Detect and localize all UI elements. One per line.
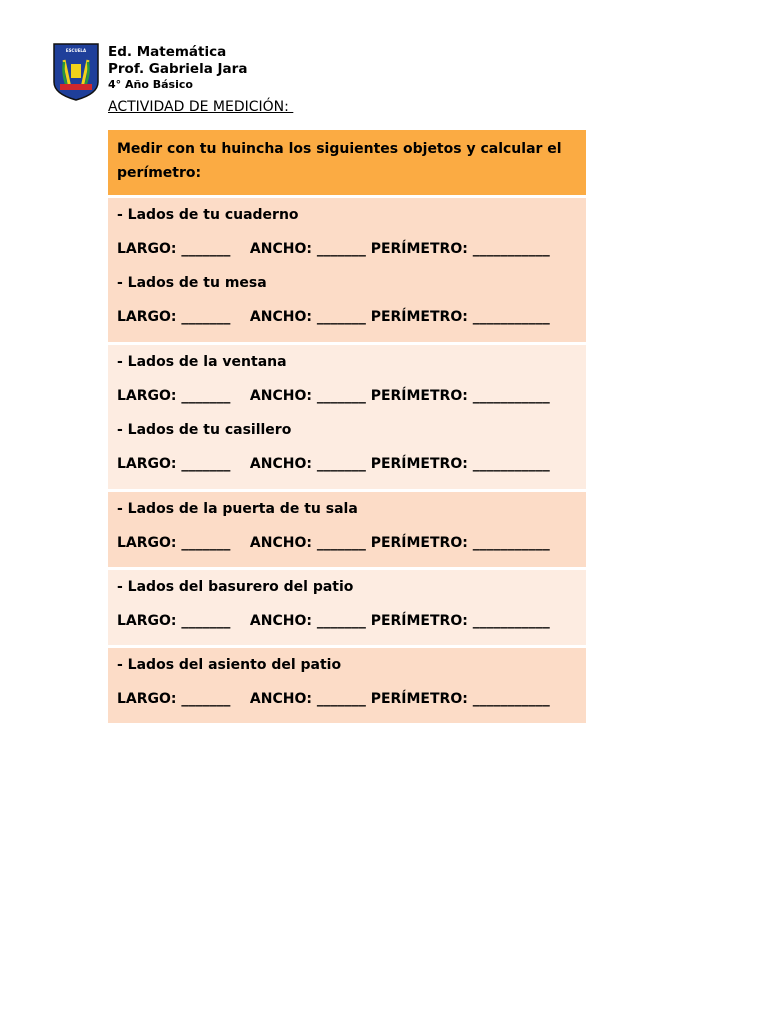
activity-title: ACTIVIDAD DE MEDICIÓN: — [108, 99, 294, 115]
section-5 — [108, 648, 586, 726]
item-label: - Lados de tu casillero — [117, 422, 292, 438]
measure-row: LARGO: _______ ANCHO: _______ PERÍMETRO: ___________ — [117, 535, 550, 551]
item-label: - Lados de tu cuaderno — [117, 207, 299, 223]
grade-level: 4° Año Básico — [108, 78, 193, 91]
measure-row: LARGO: _______ ANCHO: _______ PERÍMETRO: ___________ — [117, 613, 550, 629]
header-text — [108, 44, 247, 92]
school-crest-logo — [52, 42, 100, 102]
instruction-cell: Medir con tu huincha los siguientes objetos y calcular el perímetro: — [108, 130, 586, 198]
item-label: - Lados de tu mesa — [117, 275, 267, 291]
subject-title: Ed. Matemática — [108, 44, 227, 60]
section-4 — [108, 570, 586, 648]
activity-table — [108, 130, 586, 726]
item-label: - Lados del asiento del patio — [117, 657, 342, 673]
section-3 — [108, 492, 586, 570]
section-1 — [108, 198, 586, 345]
measure-row: LARGO: _______ ANCHO: _______ PERÍMETRO: ___________ — [117, 309, 550, 325]
teacher-name: Prof. Gabriela Jara — [108, 61, 248, 77]
measure-row: LARGO: _______ ANCHO: _______ PERÍMETRO: ___________ — [117, 456, 550, 472]
item-label: - Lados de la puerta de tu sala — [117, 501, 358, 517]
section-2 — [108, 345, 586, 492]
measure-row: LARGO: _______ ANCHO: _______ PERÍMETRO: ___________ — [117, 691, 550, 707]
measure-row: LARGO: _______ ANCHO: _______ PERÍMETRO: ___________ — [117, 241, 550, 257]
item-label: - Lados de la ventana — [117, 354, 287, 370]
measure-row: LARGO: _______ ANCHO: _______ PERÍMETRO: ___________ — [117, 388, 550, 404]
svg-text:ESCUELA: ESCUELA — [65, 48, 87, 53]
item-label: - Lados del basurero del patio — [117, 579, 354, 595]
